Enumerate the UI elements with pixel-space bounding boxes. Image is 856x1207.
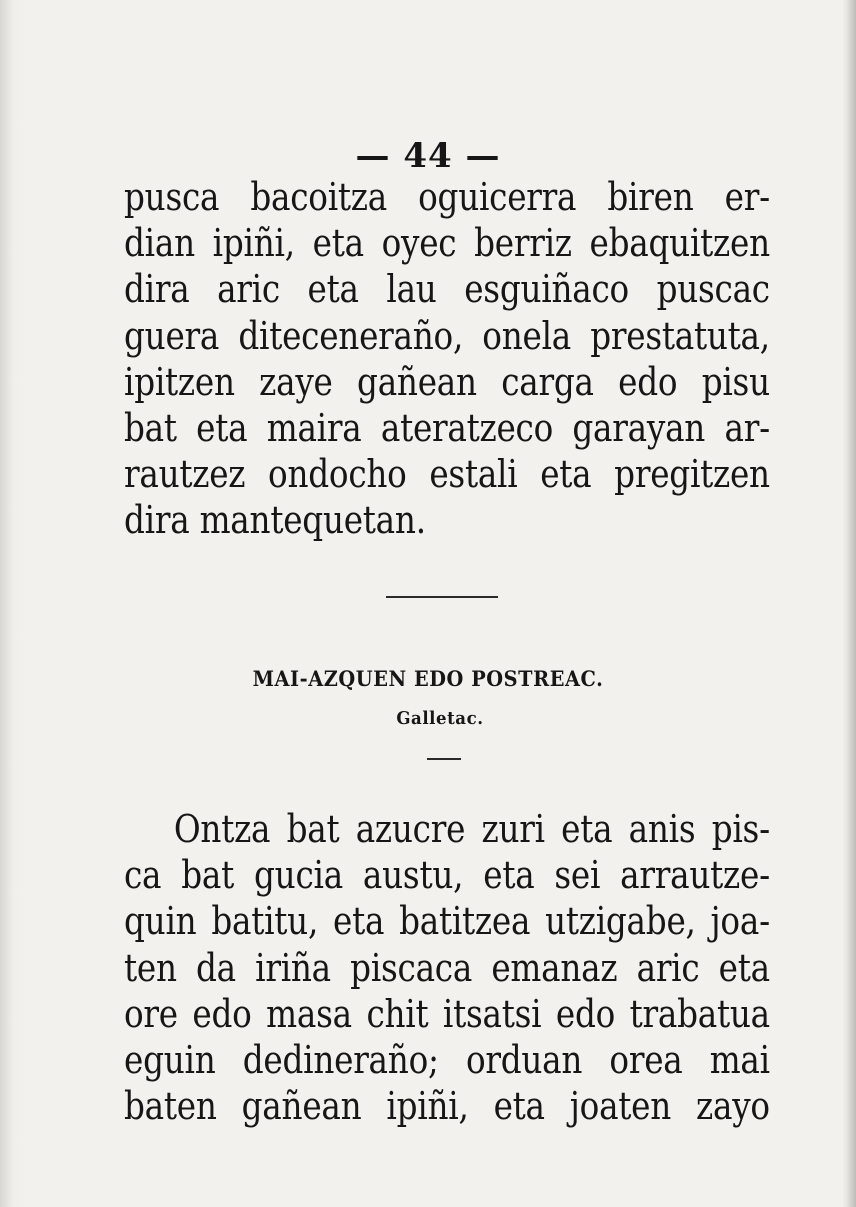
text-line: eguin dedineraño; orduan orea mai <box>124 1038 770 1083</box>
text-line: dian ipiñi, eta oyec berriz ebaquitzen <box>124 221 770 266</box>
text-line: dira mantequetan. <box>124 498 426 543</box>
text-line: ca bat gucia austu, eta sei arrautze- <box>124 853 770 898</box>
paragraph-1 <box>124 174 770 544</box>
page-number: — 44 — <box>355 136 501 176</box>
text-line: dira aric eta lau esguiñaco puscac <box>124 267 770 312</box>
text-line: guera diteceneraño, onela prestatuta, <box>124 313 770 358</box>
text-line: bat eta maira ateratzeco garayan ar- <box>124 406 770 451</box>
text-line: ipitzen zaye gañean carga edo pisu <box>124 359 770 404</box>
title-divider <box>427 758 461 760</box>
text-line: ten da iriña piscaca emanaz aric eta <box>124 945 770 990</box>
recipe-title: Galletac. <box>396 708 484 729</box>
text-line: quin batitu, eta batitzea utzigabe, joa- <box>124 899 770 944</box>
text-line: rautzez ondocho estali eta pregitzen <box>124 452 770 497</box>
text-line: pusca bacoitza oguicerra biren er- <box>124 175 770 219</box>
text-line: Ontza bat azucre zuri eta anis pis- <box>173 807 770 851</box>
section-divider <box>386 596 498 598</box>
section-heading: MAI-AZQUEN EDO POSTREAC. <box>252 666 604 691</box>
text-line: baten gañean ipiñi, eta joaten zayo <box>124 1084 770 1129</box>
paragraph-2 <box>124 806 770 1129</box>
text-line: ore edo masa chit itsatsi edo trabatua <box>124 991 770 1036</box>
